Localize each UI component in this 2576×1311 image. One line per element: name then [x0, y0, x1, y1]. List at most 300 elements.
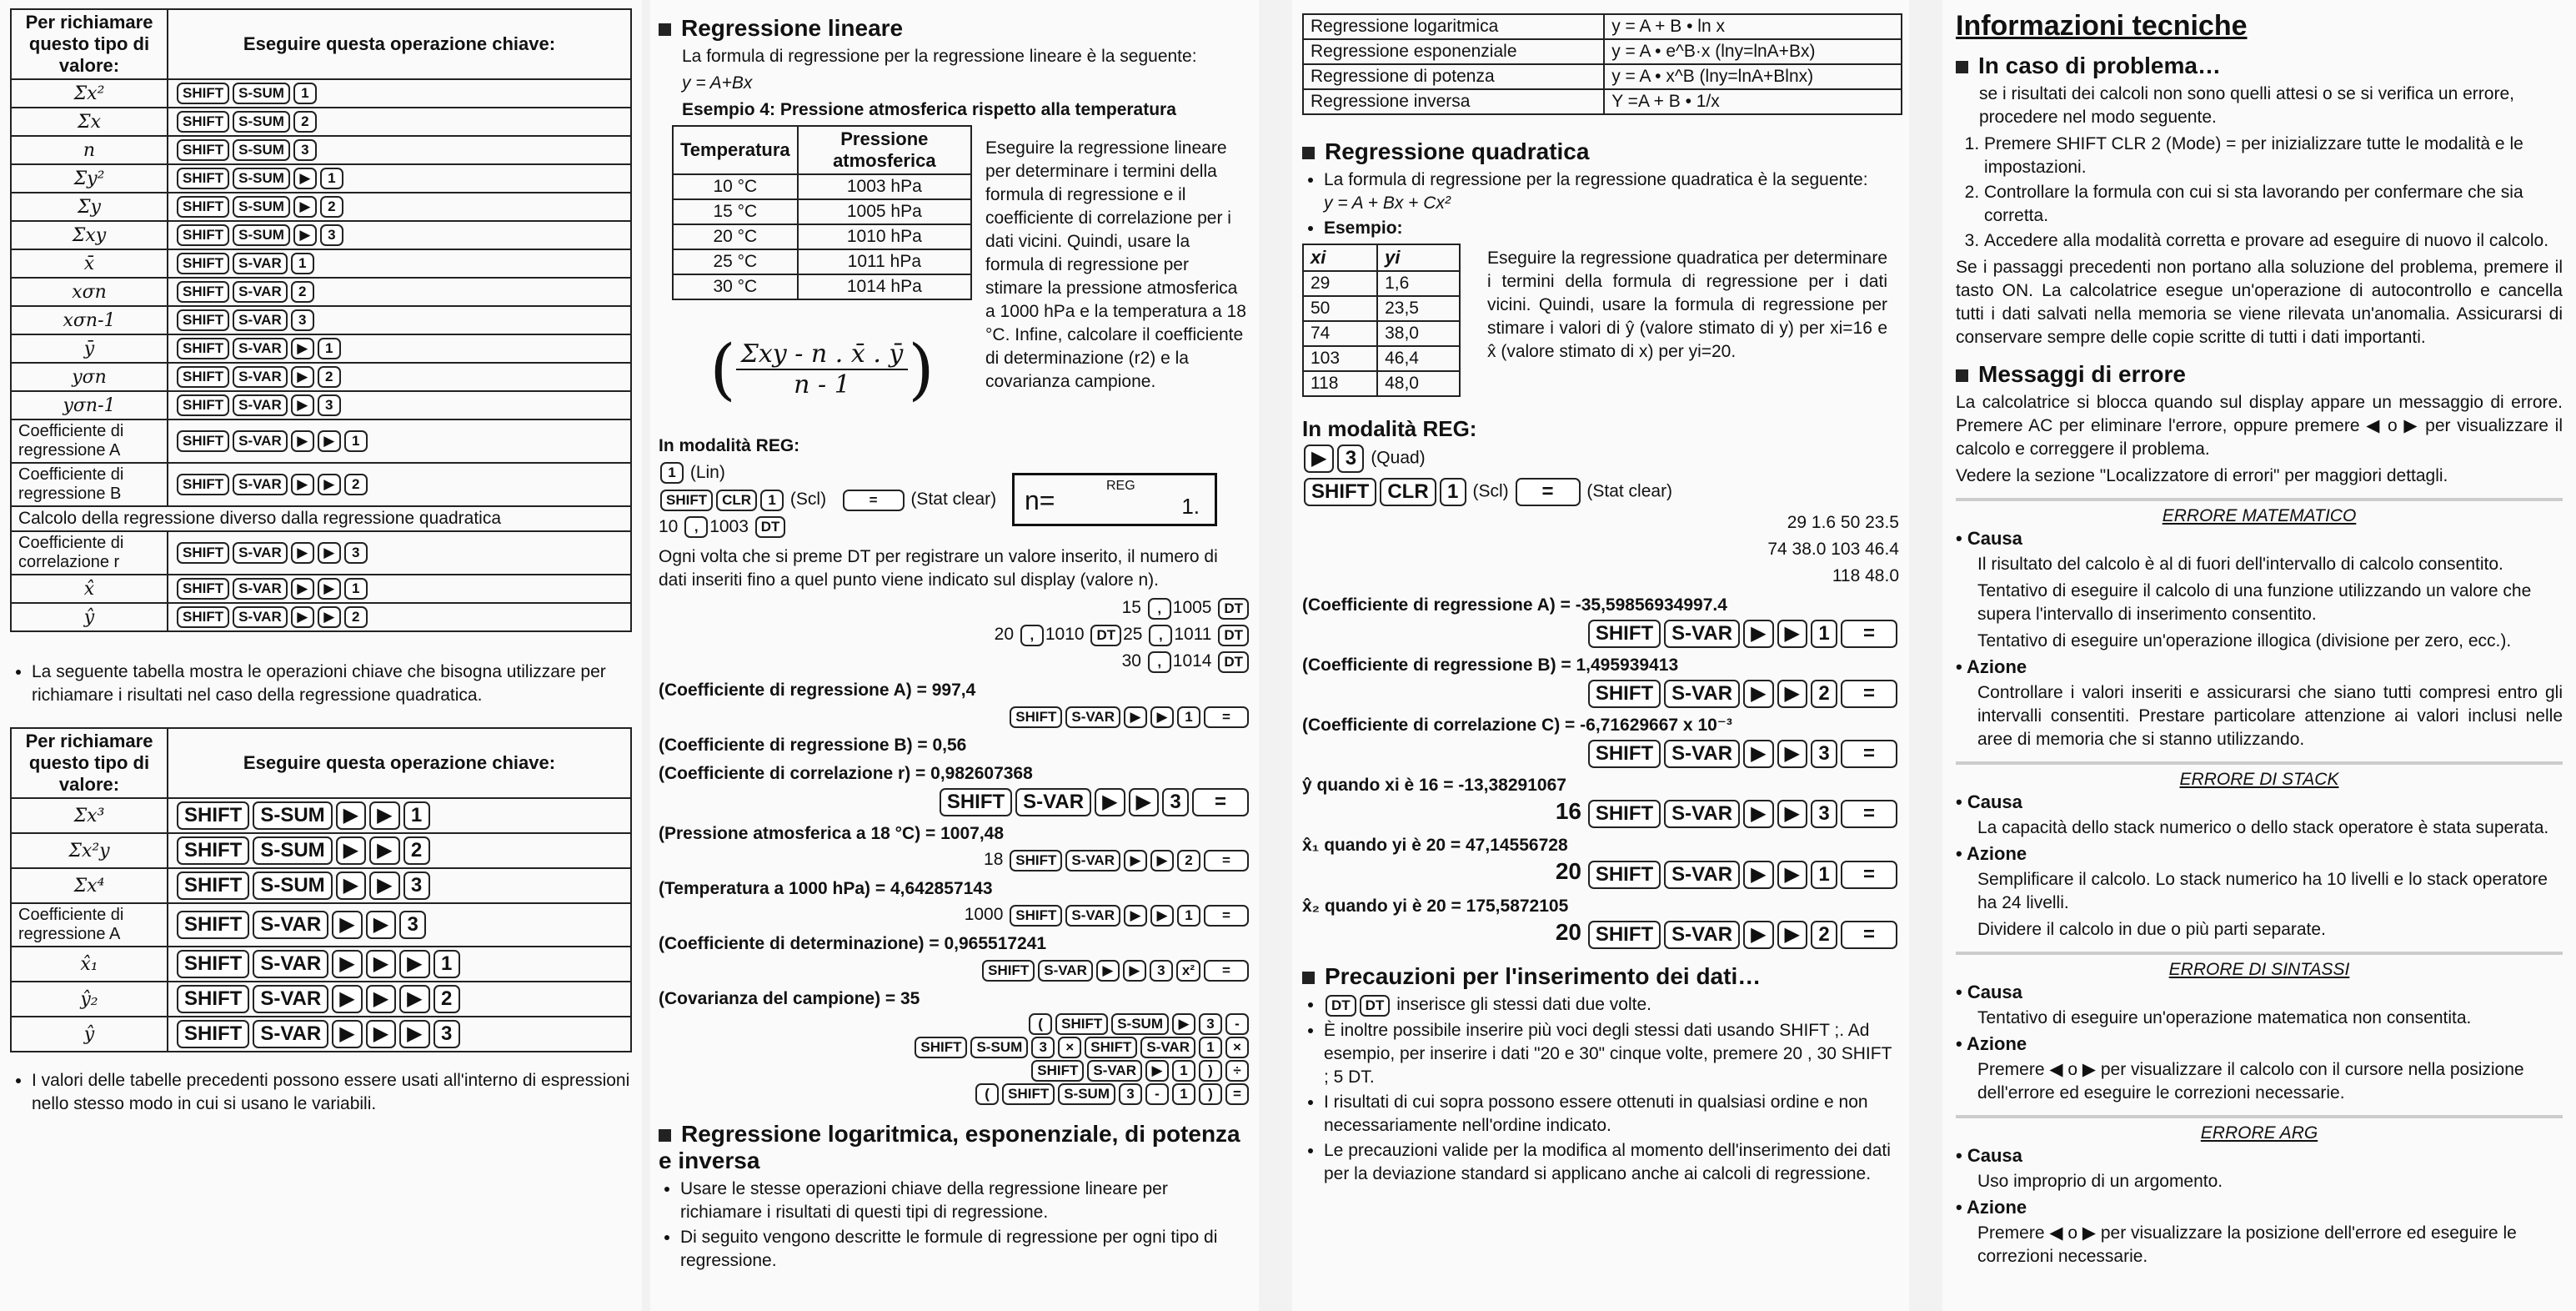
calc-key[interactable]: 1: [320, 168, 343, 189]
page-2: [650, 0, 1259, 1311]
table-row: [11, 391, 631, 419]
table-row: [1303, 64, 1902, 89]
calc-key[interactable]: ▶: [369, 836, 399, 865]
calc-key[interactable]: SHIFT: [177, 578, 229, 600]
section-title: Regressione quadratica: [1302, 138, 1899, 165]
table-row: [11, 221, 631, 249]
table-row: [11, 575, 631, 603]
key-sequence: [168, 221, 631, 249]
calc-key[interactable]: ▶: [318, 578, 341, 600]
value-symbol: Σx³: [11, 798, 168, 833]
calc-key[interactable]: SHIFT: [177, 474, 229, 495]
square-bullet-icon: [1302, 147, 1315, 159]
example-description: Eseguire la regressione quadratica per determinare i termini della formula di regressione per i dati vicini. Quindi, usare la formula di regressione per stimare i valori di ŷ (valore stimato di y) per xi=16 e x̂ (valore stimato di x) per yi=20.: [1487, 249, 1887, 361]
error-text: Semplificare il calcolo. Lo stack numerico ha 10 livelli e lo stack operatore ha 24 livelli.: [1977, 870, 2548, 912]
calc-key[interactable]: ▶: [291, 430, 314, 452]
calc-key[interactable]: SHIFT: [177, 281, 229, 303]
value-symbol: x̂₁: [11, 947, 168, 982]
value-symbol: Coefficiente di regressione A: [11, 903, 168, 947]
calc-key[interactable]: ▶: [291, 578, 314, 600]
bullet-text: • È inoltre possibile inserire più voci degli stessi dati usando SHIFT ;. Ad esempio, per inserire i dati "20 e 30" cinque volte, premere 20 , 30 SHIFT ; 5 DT.: [1324, 1019, 1899, 1089]
table-cell: Regressione inversa: [1303, 89, 1604, 114]
formula-denominator: n - 1: [794, 369, 850, 399]
intro-text: La formula di regressione per la regressione lineare è la seguente:: [682, 47, 1197, 66]
calc-key[interactable]: SHIFT: [177, 430, 229, 452]
error-text: Tentativo di eseguire un'operazione illogica (divisione per zero, ecc.).: [1977, 631, 2512, 650]
table-row: [11, 363, 631, 391]
table-row: [1303, 271, 1460, 296]
section-title: Regressione lineare: [659, 15, 1250, 42]
key-equals[interactable]: =: [843, 490, 905, 511]
value-symbol: Σy: [11, 193, 168, 221]
value-symbol: n: [11, 136, 168, 164]
calc-key[interactable]: S-VAR: [233, 430, 288, 452]
calc-key[interactable]: 3: [318, 394, 341, 416]
calc-key[interactable]: S-VAR: [233, 366, 288, 388]
calc-key[interactable]: ▶: [291, 606, 314, 628]
causa-label: • Causa: [1956, 982, 2022, 1002]
calc-display: [1012, 473, 1217, 526]
calc-key[interactable]: ▶: [369, 801, 399, 830]
value-symbol: ŷ: [11, 1017, 168, 1052]
error-text: Tentativo di eseguire un'operazione matematica non consentita.: [1977, 1008, 2472, 1027]
calc-key[interactable]: 3: [291, 309, 314, 331]
formula-table: [1302, 13, 1902, 115]
data-entry-2: 74 38.0 103 46.4: [1767, 540, 1899, 559]
error-title: ERRORE DI SINTASSI: [2168, 960, 2350, 979]
table-row: [11, 419, 631, 463]
calc-key[interactable]: 2: [403, 836, 430, 865]
calc-key[interactable]: S-SUM: [253, 871, 332, 900]
formula: y = A+Bx: [682, 73, 753, 93]
result-x2: x̂₂ quando yi è 20 = 175,5872105: [1302, 896, 1569, 916]
calc-key[interactable]: S-VAR: [253, 950, 328, 978]
key-shift[interactable]: SHIFT: [660, 490, 713, 511]
calc-key[interactable]: S-SUM: [233, 111, 290, 133]
calc-key[interactable]: S-VAR: [233, 394, 288, 416]
calc-key[interactable]: ▶: [332, 1020, 362, 1048]
error-title: ERRORE MATEMATICO: [2162, 506, 2357, 525]
calc-key[interactable]: S-VAR: [233, 281, 288, 303]
keys-result-pressure: 18 SHIFT S-VAR ▶ ▶ 2 =: [659, 847, 1250, 872]
calc-key[interactable]: ▶: [318, 474, 341, 495]
value-symbol: yσn-1: [11, 391, 168, 419]
calc-key[interactable]: SHIFT: [177, 253, 229, 274]
value-symbol: Coefficiente di correlazione r: [11, 531, 168, 575]
key-comma[interactable]: ,: [684, 516, 708, 538]
calc-key[interactable]: SHIFT: [177, 985, 249, 1013]
table-row: [11, 603, 631, 631]
key-dt[interactable]: DT: [755, 516, 786, 538]
result-c: (Coefficiente di correlazione C) = -6,71629667 x 10⁻³: [1302, 716, 1732, 735]
calc-key[interactable]: ▶: [336, 801, 366, 830]
result-covariance: (Covarianza del campione) = 35: [659, 989, 920, 1009]
key-seq-input: 10 , 1003 DT: [659, 515, 996, 539]
calc-key[interactable]: SHIFT: [177, 196, 229, 218]
page-3: [1292, 0, 1909, 1311]
calc-key[interactable]: SHIFT: [177, 338, 229, 359]
keys-result-b: SHIFT S-VAR ▶ ▶ 2 =: [1302, 679, 1899, 709]
error-text: Premere ◀ o ▶ per visualizzare il calcolo con il cursore nella posizione dell'errore ed eseguire le correzioni necessarie.: [1977, 1060, 2524, 1103]
key-sequence: [168, 249, 631, 278]
key-sequence: [168, 463, 631, 506]
square-bullet-icon: [659, 1129, 671, 1142]
table-cell: 29: [1303, 271, 1377, 296]
table-cell: 38,0: [1377, 321, 1460, 346]
table-row: [11, 947, 631, 982]
table-header: Eseguire questa operazione chiave:: [168, 728, 631, 798]
key-sequence: [168, 419, 631, 463]
page-4: [1942, 0, 2576, 1311]
table-row: [11, 249, 631, 278]
key-sequence: [168, 947, 631, 982]
value-symbol: Σx²y: [11, 833, 168, 868]
calc-key[interactable]: S-SUM: [233, 168, 290, 189]
paragraph: Se i passaggi precedenti non portano alla soluzione del problema, premere il tasto ON. La calcolatrice esegue un'operazione di autocontrollo e cancella tutti i dati salvati nella memoria se viene rilevata un'anomalia. Assicurarsi di conservare sempre delle copie scritte di tutti i dati importanti.: [1956, 258, 2563, 347]
table-cell: 1,6: [1377, 271, 1460, 296]
calc-key[interactable]: S-SUM: [253, 836, 332, 865]
calc-key[interactable]: 1: [344, 430, 368, 452]
table-header: Temperatura: [673, 126, 798, 174]
calc-key[interactable]: ▶: [291, 394, 314, 416]
table-row: [11, 278, 631, 306]
table-row: [1303, 371, 1460, 396]
value-symbol: yσn: [11, 363, 168, 391]
table-header: xi: [1303, 244, 1377, 271]
result-determination: (Coefficiente di determinazione) = 0,965517241: [659, 934, 1047, 954]
calc-key[interactable]: S-VAR: [253, 985, 328, 1013]
result-a: (Coefficiente di regressione A) = 997,4: [659, 681, 976, 701]
table-header: Eseguire questa operazione chiave:: [168, 9, 631, 79]
keys-result-x2: 20 SHIFT S-VAR ▶ ▶ 2 =: [1302, 920, 1899, 950]
table-cell: Y =A + B • 1/x: [1604, 89, 1902, 114]
calc-key[interactable]: ▶: [399, 1020, 429, 1048]
table-cell: 48,0: [1377, 371, 1460, 396]
key-sequence: [168, 108, 631, 136]
calc-key[interactable]: S-VAR: [233, 474, 288, 495]
calc-key[interactable]: ▶: [369, 871, 399, 900]
calc-key[interactable]: ▶: [399, 985, 429, 1013]
display-reg: REG: [1106, 479, 1135, 493]
calc-key[interactable]: ▶: [366, 985, 396, 1013]
temperature-table: [672, 125, 972, 300]
key-sequence: [168, 136, 631, 164]
value-symbol: ŷ₂: [11, 982, 168, 1017]
error-text: Il risultato del calcolo è al di fuori dell'intervallo di calcolo consentito.: [1977, 555, 2503, 574]
calc-key[interactable]: 1: [291, 253, 314, 274]
calc-key[interactable]: 3: [320, 224, 343, 246]
table-row: [11, 136, 631, 164]
data-entry-1: 15 , 1005 DT: [659, 595, 1250, 620]
table-row: [1303, 89, 1902, 114]
key-1[interactable]: 1: [760, 490, 784, 511]
bullet-text: • Le precauzioni valide per la modifica al momento dell'inserimento dei dati per la deviazione standard si applicano anche ai calcoli di regressione.: [1324, 1139, 1899, 1186]
result-temperature: (Temperatura a 1000 hPa) = 4,642857143: [659, 879, 993, 899]
table-body: [11, 79, 631, 506]
key-sequence: [168, 1017, 631, 1052]
key-sequence: [168, 868, 631, 903]
calc-key[interactable]: ▶: [366, 1020, 396, 1048]
table-cell: 1014 hPa: [798, 274, 971, 299]
covariance-formula: ( Σxy - n . x̄ . ȳ n - 1 ): [709, 330, 935, 408]
value-symbol: Σx⁴: [11, 868, 168, 903]
calc-key[interactable]: SHIFT: [177, 168, 229, 189]
calc-key[interactable]: SHIFT: [177, 1020, 249, 1048]
key-table-2: [10, 727, 632, 1052]
calc-key[interactable]: 2: [434, 985, 460, 1013]
bullet-text: • Di seguito vengono descritte le formule di regressione per ogni tipo di regressione.: [680, 1226, 1250, 1273]
error-arg: [1956, 1115, 2563, 1268]
value-symbol: ŷ: [11, 603, 168, 631]
table-row: [1303, 296, 1460, 321]
table-cell: y = A + B • ln x: [1604, 14, 1902, 39]
data-entry-3: 118 48.0: [1832, 566, 1899, 585]
causa-label: • Causa: [1956, 791, 2022, 812]
data-entry-2: 20 , 1010 DT 25 , 1011 DT: [659, 622, 1250, 647]
calc-key[interactable]: S-VAR: [253, 1020, 328, 1048]
calc-key[interactable]: ▶: [399, 950, 429, 978]
error-text: Tentativo di eseguire il calcolo di una funzione utilizzando un valore che supera l'intervallo di inserimento consentito.: [1977, 581, 2532, 624]
keys-result-r: SHIFT S-VAR ▶ ▶ 3 =: [659, 787, 1250, 817]
calc-key[interactable]: S-SUM: [233, 139, 290, 161]
table-row: [11, 982, 631, 1017]
calc-key[interactable]: ▶: [293, 224, 317, 246]
calc-key[interactable]: 2: [291, 281, 314, 303]
calc-key[interactable]: SHIFT: [177, 309, 229, 331]
calc-key[interactable]: SHIFT: [177, 911, 249, 939]
table-body: [11, 531, 631, 631]
table-cell: 118: [1303, 371, 1377, 396]
calc-key[interactable]: 1: [318, 338, 341, 359]
table-row: [673, 174, 971, 199]
square-bullet-icon: [1956, 369, 1968, 382]
error-title: ERRORE DI STACK: [2179, 770, 2339, 789]
calc-key[interactable]: ▶: [291, 366, 314, 388]
key-sequence: [168, 79, 631, 108]
table-header: Per richiamare questo tipo di valore:: [11, 728, 168, 798]
example-title: Esempio 4: Pressione atmosferica rispetto alla temperatura: [682, 100, 1176, 119]
calc-key[interactable]: ▶: [291, 338, 314, 359]
calc-key[interactable]: ▶: [318, 542, 341, 564]
square-bullet-icon: [1302, 972, 1315, 984]
calc-key[interactable]: 2: [344, 606, 368, 628]
table-cell: 1011 hPa: [798, 249, 971, 274]
result-y: ŷ quando xi è 16 = -13,38291067: [1302, 776, 1566, 795]
table-row: [673, 249, 971, 274]
key-sequence: [168, 334, 631, 363]
calc-key[interactable]: ▶: [293, 168, 317, 189]
calc-key[interactable]: ▶: [336, 871, 366, 900]
table-cell: 1005 hPa: [798, 199, 971, 224]
calc-key[interactable]: 3: [403, 871, 430, 900]
value-symbol: xσn-1: [11, 306, 168, 334]
calc-key[interactable]: 1: [434, 950, 460, 978]
calc-key[interactable]: SHIFT: [177, 542, 229, 564]
calc-key[interactable]: ▶: [318, 606, 341, 628]
calc-key[interactable]: ▶: [293, 196, 317, 218]
table-cell: y = A • e^B·x (lny=lnA+Bx): [1604, 39, 1902, 64]
keys-result-c: SHIFT S-VAR ▶ ▶ 3 =: [1302, 739, 1899, 769]
table-header: Pressione atmosferica: [798, 126, 971, 174]
causa-label: • Causa: [1956, 528, 2022, 549]
display-n: n=: [1025, 485, 1055, 515]
bullet-text: • La seguente tabella mostra le operazioni chiave che bisogna utilizzare per richiamare i risultati nel caso della regressione quadratica.: [32, 661, 632, 707]
calc-key[interactable]: SHIFT: [177, 224, 229, 246]
keys-result-determination: SHIFT S-VAR ▶ ▶ 3 x² =: [659, 957, 1250, 982]
keys-result-a: SHIFT S-VAR ▶ ▶ 1 =: [659, 704, 1250, 729]
calc-key[interactable]: 3: [293, 139, 317, 161]
square-bullet-icon: [659, 23, 671, 36]
calc-key[interactable]: S-VAR: [233, 542, 288, 564]
bullet-text: • DT DT inserisce gli stessi dati due volte.: [1324, 993, 1899, 1017]
table-row: [11, 108, 631, 136]
calc-key[interactable]: 1: [293, 83, 317, 104]
calc-key[interactable]: ▶: [291, 474, 314, 495]
table-row: [673, 199, 971, 224]
calc-key[interactable]: 2: [320, 196, 343, 218]
result-b: (Coefficiente di regressione B) = 1,495939413: [1302, 656, 1679, 675]
key-sequence: [168, 363, 631, 391]
calc-key[interactable]: SHIFT: [177, 606, 229, 628]
calc-key[interactable]: ▶: [366, 911, 396, 939]
calc-key[interactable]: S-SUM: [233, 83, 290, 104]
value-symbol: x̂: [11, 575, 168, 603]
step-1: 1. Premere SHIFT CLR 2 (Mode) = per inizializzare tutte le modalità e le impostazioni.: [1984, 133, 2563, 179]
azione-label: • Azione: [1956, 843, 2027, 864]
data-entry-3: 30 , 1014 DT: [659, 649, 1250, 674]
calc-key[interactable]: S-VAR: [233, 253, 288, 274]
calc-key[interactable]: ▶: [332, 950, 362, 978]
value-symbol: Coefficiente di regressione A: [11, 419, 168, 463]
calc-key[interactable]: S-VAR: [253, 911, 328, 939]
calc-key[interactable]: SHIFT: [177, 950, 249, 978]
value-symbol: Σx²: [11, 79, 168, 108]
key-sequence: [168, 278, 631, 306]
error-text: Premere ◀ o ▶ per visualizzare la posizione dell'errore ed eseguire le correzioni necessarie.: [1977, 1223, 2517, 1266]
calc-key[interactable]: S-VAR: [233, 338, 288, 359]
formula-numerator: Σxy - n . x̄ . ȳ: [736, 339, 909, 370]
result-a: (Coefficiente di regressione A) = -35,59856934997.4: [1302, 595, 1727, 615]
calc-key[interactable]: 2: [293, 111, 317, 133]
table-row: [1303, 321, 1460, 346]
key-1[interactable]: 1: [660, 462, 684, 484]
table-row: [11, 868, 631, 903]
value-symbol: ȳ: [11, 334, 168, 363]
keys-result-temperature: 1000 SHIFT S-VAR ▶ ▶ 1 =: [659, 902, 1250, 927]
calc-key[interactable]: SHIFT: [177, 394, 229, 416]
section-title: In caso di problema…: [1956, 53, 2563, 79]
table-row: [11, 1017, 631, 1052]
calc-key[interactable]: ▶: [336, 836, 366, 865]
calc-key[interactable]: ▶: [332, 985, 362, 1013]
table-cell: 50: [1303, 296, 1377, 321]
table-cell: 10 °C: [673, 174, 798, 199]
key-seq-clear: SHIFT CLR 1 (Scl) = (Stat clear): [659, 488, 996, 511]
table-row: [1303, 39, 1902, 64]
bullet-text: • I risultati di cui sopra possono essere ottenuti in qualsiasi ordine e non necessariamente nell'ordine indicato.: [1324, 1091, 1899, 1138]
calc-key[interactable]: 3: [434, 1020, 460, 1048]
calc-key[interactable]: SHIFT: [177, 83, 229, 104]
calc-key[interactable]: 2: [344, 474, 368, 495]
error-math: [1956, 498, 2563, 751]
calc-key[interactable]: SHIFT: [177, 801, 249, 830]
calc-key[interactable]: S-VAR: [233, 309, 288, 331]
calc-key[interactable]: SHIFT: [177, 871, 249, 900]
calc-key[interactable]: ▶: [291, 542, 314, 564]
calc-key[interactable]: S-VAR: [233, 606, 288, 628]
calc-key[interactable]: S-SUM: [233, 224, 290, 246]
square-bullet-icon: [1956, 61, 1968, 73]
table-row: [11, 833, 631, 868]
table-header: yi: [1377, 244, 1460, 271]
calc-key[interactable]: SHIFT: [177, 836, 249, 865]
key-sequence: [168, 575, 631, 603]
error-title: ERRORE ARG: [2200, 1123, 2318, 1143]
calc-key[interactable]: 3: [399, 911, 426, 939]
key-sequence: [168, 833, 631, 868]
calc-key[interactable]: SHIFT: [177, 139, 229, 161]
mode-label: In modalità REG:: [659, 436, 800, 455]
calc-key[interactable]: 1: [344, 578, 368, 600]
step-2: 2. Controllare la formula con cui si sta lavorando per confermare che sia corretta.: [1984, 181, 2563, 228]
table-cell: 15 °C: [673, 199, 798, 224]
bullet-text: • I valori delle tabelle precedenti possono essere usati all'interno di espressioni nello stesso modo in cui si usano le variabili.: [32, 1069, 632, 1116]
calc-key[interactable]: 2: [318, 366, 341, 388]
calc-key[interactable]: S-SUM: [253, 801, 332, 830]
calc-key[interactable]: 3: [344, 542, 368, 564]
table-row: [11, 306, 631, 334]
step-3: 3. Accedere alla modalità corretta e provare ad eseguire di nuovo il calcolo.: [1984, 229, 2563, 253]
table-header: Per richiamare questo tipo di valore:: [11, 9, 168, 79]
formula: y = A + Bx + Cx²: [1324, 193, 1451, 213]
calc-key[interactable]: S-SUM: [233, 196, 290, 218]
table-cell: Regressione logaritmica: [1303, 14, 1604, 39]
table-cell: 25 °C: [673, 249, 798, 274]
table-cell: 46,4: [1377, 346, 1460, 371]
error-text: Dividere il calcolo in due o più parti separate.: [1977, 920, 2326, 939]
table-cell: 74: [1303, 321, 1377, 346]
key-seq-clear: SHIFT CLR 1 (Scl) = (Stat clear): [1302, 477, 1899, 507]
example-label: • Esempio:: [1324, 217, 1899, 240]
azione-label: • Azione: [1956, 1033, 2027, 1054]
table-cell: 1010 hPa: [798, 224, 971, 249]
key-clr[interactable]: CLR: [716, 490, 757, 511]
calc-key[interactable]: 1: [403, 801, 430, 830]
example-description: Eseguire la regressione lineare per determinare i termini della formula di regressione e il coefficiente di correlazione per i dati vicini. Quindi, usare la formula di regressione per stimare la pressione atmosferica a 1000 hPa e la temperatura a 18 °C. Infine, calcolare il coefficiente di determinazione (r2) e la covarianza campione.: [985, 138, 1246, 391]
key-sequence: [168, 982, 631, 1017]
table-row: [11, 531, 631, 575]
data-entry-1: 29 1.6 50 23.5: [1787, 513, 1899, 532]
error-text: Uso improprio di un argomento.: [1977, 1172, 2223, 1191]
calc-key[interactable]: ▶: [318, 430, 341, 452]
calc-key[interactable]: S-VAR: [233, 578, 288, 600]
display-value: 1.: [1181, 494, 1200, 519]
calc-key[interactable]: SHIFT: [177, 366, 229, 388]
intro-text: se i risultati dei calcoli non sono quelli attesi o se si verifica un errore, procedere nel modo seguente.: [1979, 84, 2514, 127]
table-row: [11, 463, 631, 506]
value-symbol: Σy²: [11, 164, 168, 193]
ogni-text: Ogni volta che si preme DT per registrare un valore inserito, il numero di dati inseriti fino a quel punto viene indicato sul display (valore n).: [659, 547, 1218, 590]
calc-key[interactable]: ▶: [366, 950, 396, 978]
key-sequence: [168, 531, 631, 575]
keys-result-covariance: ( SHIFT S-SUM ▶ 3 - SHIFT S-SUM 3 × SHIFT S-VAR 1 × SHIFT S-VAR ▶ 1 ) ÷ ( SHIFT S-SUM 3 - 1 ) =: [659, 1012, 1250, 1106]
calc-key[interactable]: SHIFT: [177, 111, 229, 133]
table-cell: 1003 hPa: [798, 174, 971, 199]
keys-result-y: 16 SHIFT S-VAR ▶ ▶ 3 =: [1302, 799, 1899, 829]
error-syntax: [1956, 952, 2563, 1105]
section-title-2: Messaggi di errore: [1956, 361, 2563, 388]
calc-key[interactable]: ▶: [332, 911, 362, 939]
